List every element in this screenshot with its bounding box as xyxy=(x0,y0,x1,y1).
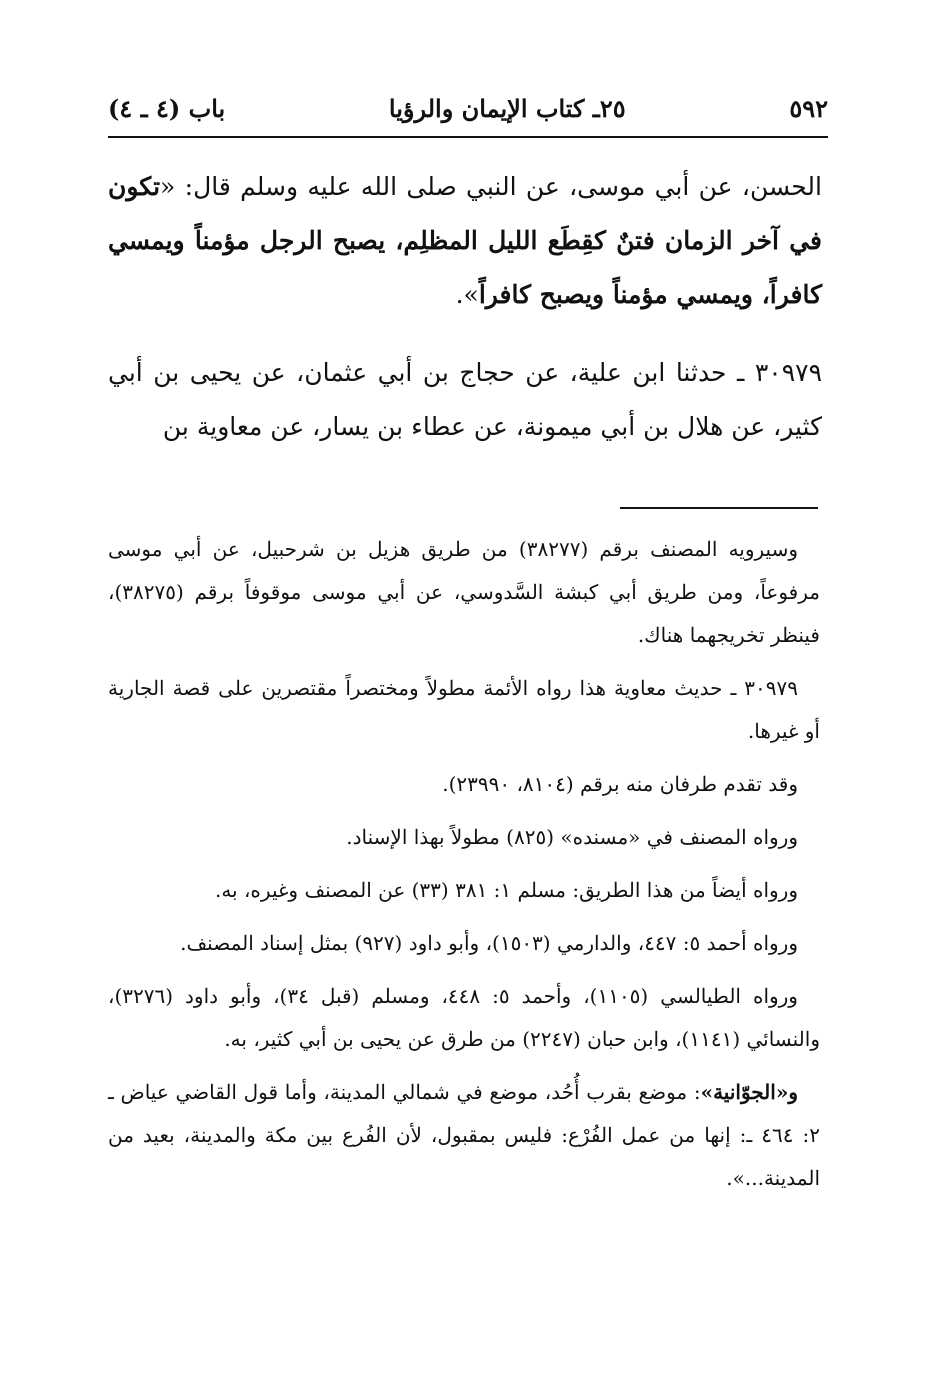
hadith-isnad: الحسن، عن أبي موسى، عن النبي صلى الله عليه وسلم قال: « xyxy=(160,172,822,201)
page-header xyxy=(108,88,828,128)
hadith-close: ». xyxy=(455,280,479,309)
footnote-1: وسيرويه المصنف برقم (٣٨٢٧٧) من طريق هزيل بن شرحبيل، عن أبي موسى مرفوعاً، ومن طريق أبي كبشة السَّدوسي، عن أبي موسى موقوفاً برقم (٣٨٢٧٥)، فينظر تخريجهما هناك. xyxy=(108,537,820,647)
footnote-4: ورواه المصنف في «مسنده» (٨٢٥) مطولاً بهذا الإسناد. xyxy=(346,825,798,849)
footnote-3: وقد تقدم طرفان منه برقم (٨١٠٤، ٢٣٩٩٠). xyxy=(442,772,798,796)
page-number: ٥٩٢ xyxy=(789,93,828,123)
footnote-8-term: و«الجوّانية» xyxy=(700,1080,798,1104)
header-divider xyxy=(108,136,828,138)
footnote-8-body: : موضع بقرب أُحُد، موضع في شمالي المدينة، وأما قول القاضي عياض ـ ٢: ٤٦٤ ـ: إنها من عمل الفُرْع: فليس بمقبول، لأن الفُرع بين مكة والمدينة، بعيد من المدينة...». xyxy=(108,1080,820,1190)
footnote-2: ٣٠٩٧٩ ـ حديث معاوية هذا رواه الأئمة مطولاً ومختصراً مقتصرين على قصة الجارية أو غيرها. xyxy=(108,676,820,743)
book-title: ٢٥ـ كتاب الإيمان والرؤيا xyxy=(388,93,626,123)
hadith-matn: تكون في آخر الزمان فتنٌ كقِطَع الليل المظلِم، يصبح الرجل مؤمناً ويمسي كافراً، ويمسي مؤمناً ويصبح كافراً xyxy=(108,172,822,309)
footnote-6: ورواه أحمد ٥: ٤٤٧، والدارمي (١٥٠٣)، وأبو داود (٩٢٧) بمثل إسناد المصنف. xyxy=(180,931,798,955)
hadith-text xyxy=(108,160,822,322)
footnote-7: ورواه الطيالسي (١١٠٥)، وأحمد ٥: ٤٤٨، ومسلم (قبل ٣٤)، وأبو داود (٣٢٧٦)، والنسائي (١١٤١)، وابن حبان (٢٢٤٧) من طرق عن يحيى بن أبي كثير، به. xyxy=(108,984,820,1051)
main-text xyxy=(108,160,822,454)
footnote-8 xyxy=(108,1071,820,1200)
hadith-30979: ٣٠٩٧٩ ـ حدثنا ابن علية، عن حجاج بن أبي عثمان، عن يحيى بن أبي كثير، عن هلال بن أبي ميمونة، عن عطاء بن يسار، عن معاوية بن xyxy=(108,358,822,441)
footnotes xyxy=(108,528,820,1210)
footnote-5: ورواه أيضاً من هذا الطريق: مسلم ١: ٣٨١ (٣٣) عن المصنف وغيره، به. xyxy=(214,878,798,902)
chapter-ref: باب (٤ ـ ٤) xyxy=(108,93,226,123)
footnote-divider xyxy=(620,507,818,509)
